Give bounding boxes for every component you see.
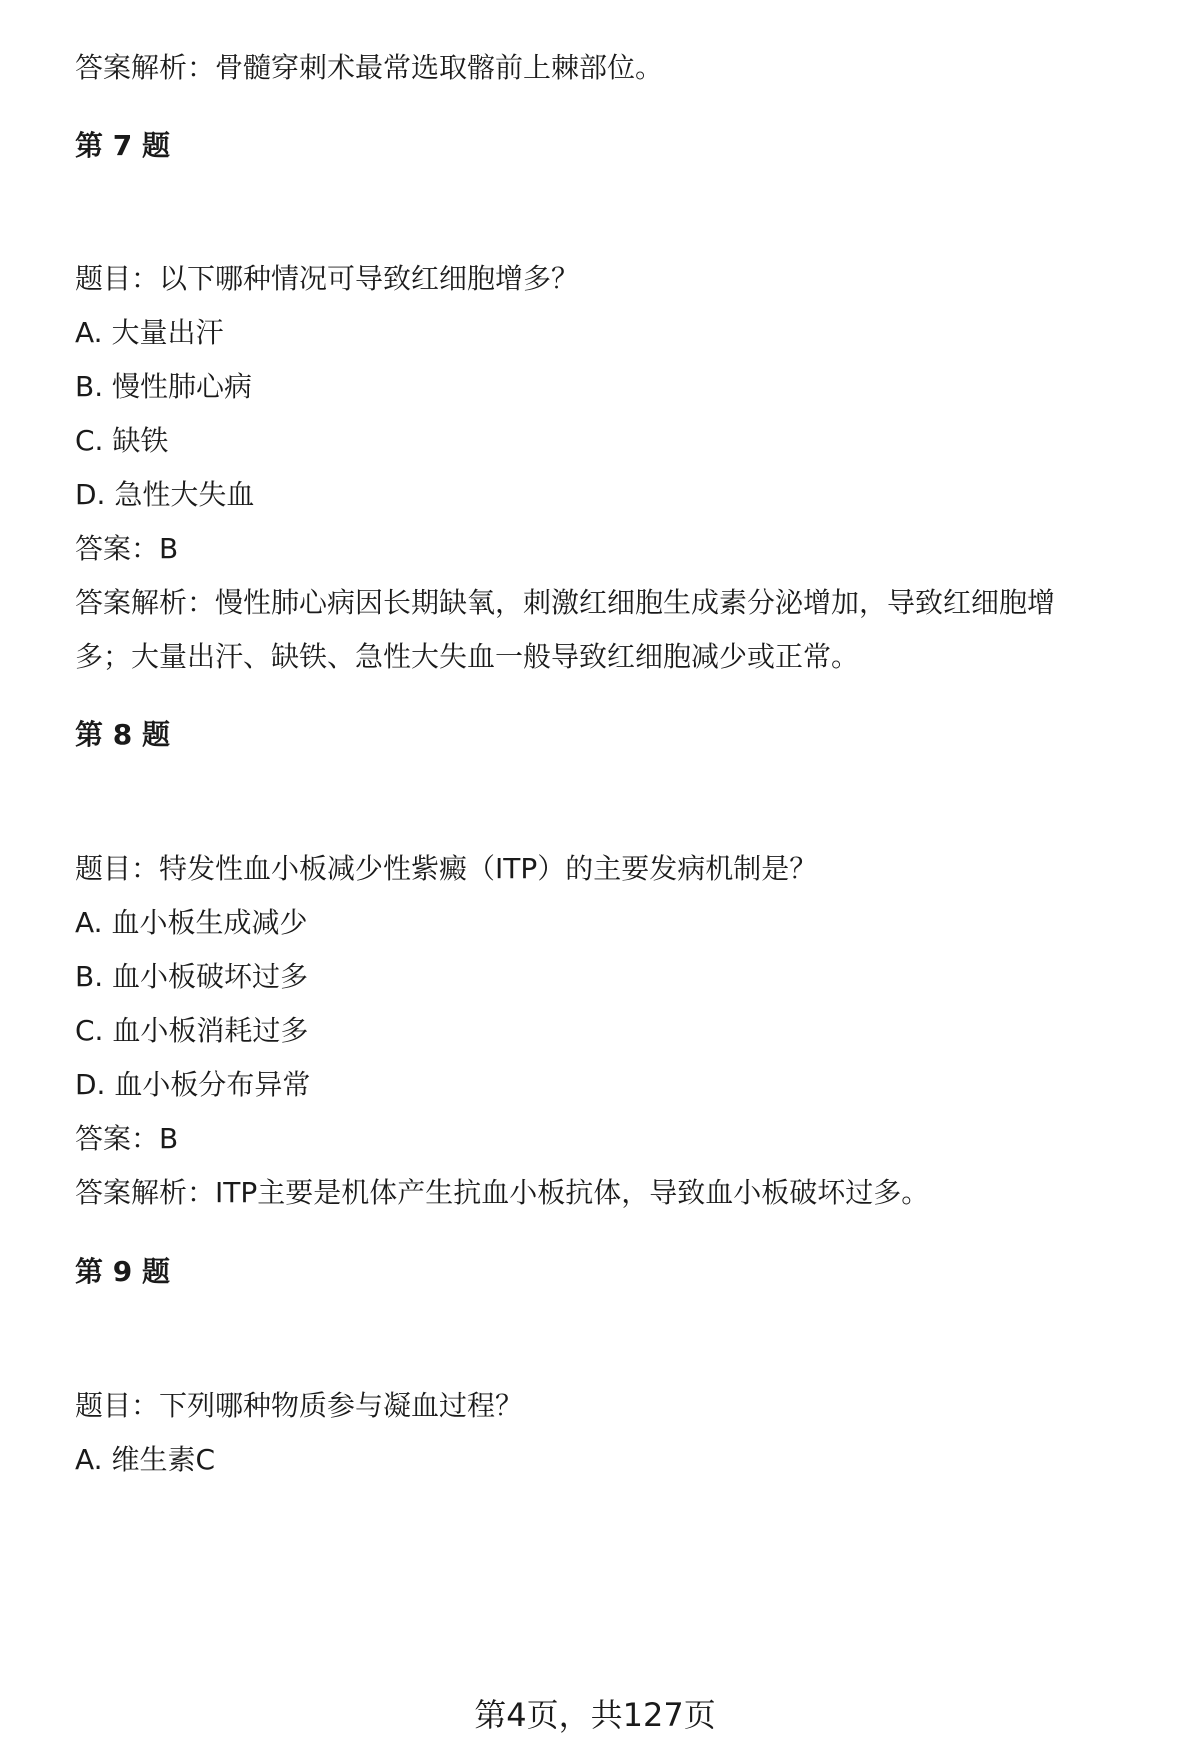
question-stem: 题目：下列哪种物质参与凝血过程？ (75, 1389, 524, 1422)
question-heading: 第 8 题 (75, 718, 170, 751)
analysis-text: 答案解析：慢性肺心病因长期缺氧，刺激红细胞生成素分泌增加，导致红细胞增 (75, 586, 1056, 619)
question-stem: 题目：特发性血小板减少性紫癜（ITP）的主要发病机制是？ (75, 852, 818, 885)
analysis-text: 答案解析：骨髓穿刺术最常选取髂前上棘部位。 (75, 51, 664, 84)
analysis-text: 答案解析：ITP主要是机体产生抗血小板抗体，导致血小板破坏过多。 (75, 1176, 930, 1209)
option-d: D. 血小板分布异常 (75, 1068, 311, 1101)
option-b: B. 慢性肺心病 (75, 370, 253, 403)
option-a: A. 维生素C (75, 1443, 216, 1476)
question-heading: 第 9 题 (75, 1255, 170, 1288)
analysis-text-continued: 多；大量出汗、缺铁、急性大失血一般导致红细胞减少或正常。 (75, 640, 860, 673)
answer-text: 答案：B (75, 1122, 179, 1155)
question-heading: 第 7 题 (75, 129, 170, 162)
option-c: C. 缺铁 (75, 424, 169, 457)
page-number: 第4页，共127页 (474, 1696, 716, 1734)
option-c: C. 血小板消耗过多 (75, 1014, 309, 1047)
option-d: D. 急性大失血 (75, 478, 255, 511)
question-stem: 题目：以下哪种情况可导致红细胞增多？ (75, 262, 580, 295)
option-a: A. 大量出汗 (75, 316, 224, 349)
option-b: B. 血小板破坏过多 (75, 960, 309, 993)
option-a: A. 血小板生成减少 (75, 906, 308, 939)
answer-text: 答案：B (75, 532, 179, 565)
